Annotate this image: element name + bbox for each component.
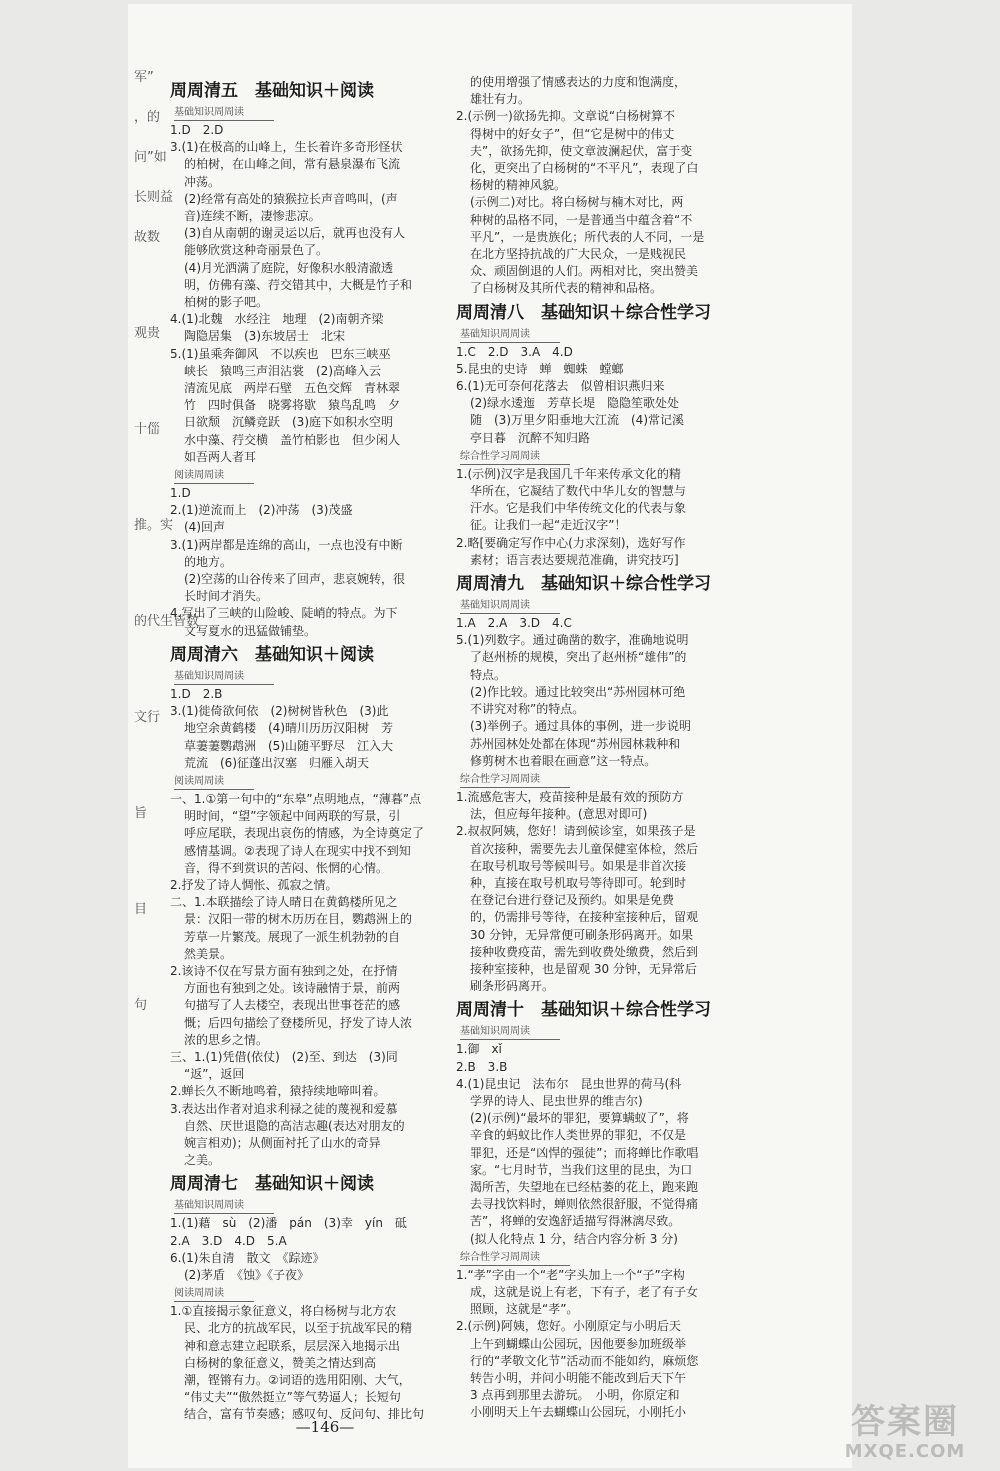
answer-line: 5.(1)列数字。通过确凿的数字，准确地说明: [456, 633, 689, 648]
subsection-label: 综合性学习周周读: [460, 450, 570, 465]
answer-line: 的地方。: [184, 554, 233, 569]
answer-line: (2)绿水逶迤 芳草长堤 隐隐笙歌处处: [470, 396, 679, 411]
answer-line: 华所在，它凝结了数代中华儿女的智慧与: [470, 484, 687, 499]
answer-line: 3.(1)两岸都是连绵的高山，一点也没有中断: [170, 537, 403, 552]
answer-line: 在北方坚持抗战的广大民众，一是贱视民: [470, 247, 687, 262]
answer-line: 3.(1)在极高的山峰上，生长着许多奇形怪状: [170, 140, 403, 155]
answer-line: 然美景。: [184, 946, 233, 961]
answer-line: 慨；后四句描绘了登楼所见，抒发了诗人浓: [184, 1015, 413, 1030]
answer-line: (2)(示例)“最坏的罪犯，要算螨蚁了”，将: [470, 1111, 689, 1126]
subsection-label: 基础知识周周读: [460, 328, 560, 343]
answer-column-left: [170, 76, 452, 1424]
answer-line: 4.写出了三峡的山险峻、陡峭的特点。为下: [170, 606, 398, 621]
answer-line: (2)经常有高处的猿猴拉长声音鸣叫，(声: [184, 191, 398, 206]
subsection-label: 基础知识周周读: [174, 670, 274, 685]
answer-line: 1.“孝”字由一个“老”字头加上一个“子”字构: [456, 1267, 685, 1282]
answer-line: 如吾两人者耳: [184, 449, 257, 464]
edge-fragment: 军”: [134, 70, 154, 85]
edge-fragment: 长则益: [134, 190, 174, 205]
answer-line: 景：汉阳一带的树木历历在目，鹦鹉洲上的: [184, 912, 413, 927]
answer-line: 2.叔叔阿姨，您好！请到候诊室，如果孩子是: [456, 824, 696, 839]
answer-line: 3.表达出作者对追求利禄之徒的蔑视和爱慕: [170, 1101, 398, 1116]
answer-line: 亭日暮 沉醉不知归路: [470, 430, 591, 445]
answer-line: 辛食的蚂蚁比作人类世界的罪犯，不仅是: [470, 1128, 687, 1143]
answer-line: 种，直接在取号机取号等待即可。轮到时: [470, 875, 687, 890]
answer-line: 1.D 2.D: [170, 123, 224, 137]
answer-line: 3.(1)徙倚欲何依 (2)树树皆秋色 (3)此: [170, 704, 389, 719]
answer-line: 明时间，“望”字领起中间两联的写景，引: [184, 809, 401, 824]
answer-line: 明，仿佛有藻、荇交错其中，大概是竹子和: [184, 277, 413, 292]
edge-fragment: ，的: [134, 110, 161, 125]
answer-line: 渴所苦，失望地在已经枯萎的花上，跑来跑: [470, 1179, 699, 1194]
answer-line: (示例二)对比。将白杨树与楠木对比，两: [470, 195, 684, 210]
answer-line: 苏州园林处处都在体现“苏州园林栽种和: [470, 736, 681, 751]
answer-line: 得树中的好女子”，但“它是树中的伟丈: [470, 126, 675, 141]
answer-line: 婉言相劝)；从侧面衬托了山水的奇异: [184, 1135, 381, 1150]
answer-line: 众、顽固倒退的人们。两相对比，突出赞美: [470, 264, 699, 279]
answer-line: (3)举例子。通过具体的事例，进一步说明: [470, 719, 691, 734]
answer-line: 5.(1)虽乘奔御风 不以疾也 巴东三峡巫: [170, 346, 391, 361]
answer-line: 1.A 2.A 3.D 4.C: [456, 616, 572, 631]
answer-line: 结合，富有节奏感；感叹句、反问句、排比句: [184, 1407, 425, 1422]
answer-line: 荒流 (6)征蓬出汉塞 归雁入胡天: [184, 755, 369, 770]
answer-line: (4)月光洒满了庭院，好像积水般清澈透: [184, 260, 393, 275]
answer-line: 自然、厌世退隐的高洁志趣(表达对朋友的: [184, 1118, 405, 1133]
answer-line: 杨树的精神风貌。: [470, 178, 567, 193]
answer-line: 1.御 xǐ: [456, 1042, 502, 1057]
section-title: 周周清七 基础知识＋阅读: [170, 1174, 374, 1195]
answer-line: 1.(1)藉 sù (2)潘 pán (3)幸 yín 砥: [170, 1216, 407, 1231]
answer-line: 夫”，欲扬先抑，使文章波澜起伏，富于变: [470, 143, 693, 158]
answer-line: 征。让我们一起“走近汉字”！: [470, 518, 627, 533]
answer-line: 冲荡。: [184, 174, 221, 189]
edge-fragment: 旨: [134, 806, 148, 821]
answer-line: (2)作比较。通过比较突出“苏州园林可绝: [470, 684, 686, 699]
answer-line: 照顾，这就是“孝”。: [470, 1302, 579, 1317]
answer-line: 素材；语言表达要规范准确，讲究技巧]: [470, 552, 679, 567]
answer-line: 文写夏水的迅猛做铺垫。: [184, 623, 317, 638]
answer-line: 2.(示例)阿姨，您好。小刚原定与小明后天: [456, 1319, 681, 1334]
answer-line: 4.(1)北魏 水经注 地理 (2)南朝齐梁: [170, 312, 384, 327]
answer-line: 1.C 2.D 3.A 4.D: [456, 344, 573, 359]
answer-line: 1.D: [170, 486, 191, 501]
answer-line: “伟丈夫”“傲然挺立”等气势逼人；长短句: [184, 1390, 401, 1405]
answer-line: 2.(示例一)欲扬先抑。文章说“白杨树算不: [456, 109, 676, 124]
answer-line: 2.抒发了诗人惆怅、孤寂之情。: [170, 877, 338, 892]
answer-line: 芳草一片繁茂。展现了一派生机勃勃的自: [184, 929, 401, 944]
answer-column-right: [456, 74, 782, 1422]
answer-line: 6.(1)朱自清 散文 《踪迹》: [170, 1250, 325, 1265]
answer-line: 的使用增强了情感表达的力度和饱满度，: [470, 75, 687, 89]
answer-line: 之美。: [184, 1153, 221, 1168]
answer-line: 柏树的影子吧。: [184, 295, 269, 310]
answer-line: 句描写了人去楼空，表现出世事苍茫的感: [184, 998, 401, 1013]
answer-line: 修剪树木也着眼在画意”这一特点。: [470, 753, 657, 768]
subsection-label: 阅读周周读: [174, 469, 254, 484]
section-title: 周周清五 基础知识＋阅读: [170, 81, 374, 101]
edge-fragment: 十㑎: [134, 422, 161, 437]
watermark-title: 答案圈: [851, 1402, 959, 1442]
subsection-label: 综合性学习周周读: [460, 1251, 570, 1266]
answer-line: 峡长 猿鸣三声泪沾裳 (2)高峰入云: [184, 363, 381, 378]
answer-line: 1.D 2.B: [170, 686, 223, 701]
answer-line: 首次接种，需要先去儿童保健室体检，然后: [470, 841, 699, 856]
section-title: 周周清十 基础知识＋综合性学习: [456, 1000, 711, 1021]
answer-line: 5.昆虫的史诗 蝉 蜘蛛 螳螂: [456, 361, 624, 376]
answer-line: 小刚明天上午去蝴蝶山公园玩，小刚托小: [470, 1405, 687, 1420]
answer-line: 浓的思乡之情。: [184, 1032, 269, 1047]
answer-line: 转告小明，并问小明能不能改到后天下午: [470, 1371, 687, 1385]
answer-line: (4)回声: [184, 520, 225, 535]
answer-line: 方面也有独到之处。该诗融情于景，前两: [184, 981, 401, 996]
answer-line: 种树的品格不同，一是普通当中蕴含着“不: [470, 212, 693, 227]
answer-line: 感情基调。②表现了诗人在现实中找不到知: [184, 843, 411, 858]
answer-line: 2.A 3.D 4.D 5.A: [170, 1233, 287, 1248]
subsection-label: 阅读周周读: [174, 1287, 254, 1302]
answer-line: 在登记台进行登记及预约。如果是免费: [470, 893, 675, 908]
answer-line: 竹 四时俱备 晓雾将歇 猿鸟乱鸣 夕: [184, 398, 401, 413]
section-title: 周周清九 基础知识＋综合性学习: [456, 574, 711, 595]
answer-line: 日欲颓 沉鳞竞跃 (3)庭下如积水空明: [184, 415, 393, 430]
answer-line: 三、1.(1)凭借(依仗) (2)至、到达 (3)同: [170, 1049, 398, 1064]
answer-line: 能够欣赏这种奇丽景色了。: [184, 243, 329, 258]
edge-fragment: 句: [134, 998, 148, 1013]
answer-line: 清流见底 两岸石壁 五色交辉 青林翠: [184, 381, 401, 396]
answer-line: 接种收费疫苗，需先到收费处缴费，然后到: [470, 944, 699, 959]
answer-line: 的柏树，在山峰之间，常有悬泉瀑布飞流: [184, 157, 401, 172]
subsection-label: 阅读周周读: [174, 775, 254, 790]
answer-line: 30 分钟，无异常便可刷条形码离开。如果: [470, 927, 694, 942]
answer-line: 去寻找饮料时，蝉则依然很舒服，不觉得痛: [470, 1197, 699, 1212]
answer-line: 随 (3)万里夕阳垂地大江流 (4)常记溪: [470, 413, 684, 428]
section-title: 周周清六 基础知识＋阅读: [170, 644, 374, 665]
answer-line: 音，得不到赏识的苦闷、怅惘的心情。: [184, 860, 389, 875]
answer-line: 接种室接种，也是留观 30 分钟，无异常后: [470, 961, 697, 976]
answer-line: 6.(1)无可奈何花落去 似曾相识燕归来: [456, 379, 665, 394]
edge-fragment: 问”如: [134, 150, 167, 165]
answer-line: 2.略[要确定写作中心(力求深刻)，选好写作: [456, 535, 686, 550]
edge-fragment: 推。实: [134, 518, 174, 533]
answer-line: 呼应尾联，表现出哀伤的情感，为全诗奠定了: [184, 826, 425, 841]
answer-line: 雄壮有力。: [470, 92, 531, 107]
answer-line: (2)茅盾 《蚀》《子夜》: [184, 1267, 309, 1282]
watermark-url: MXQE.COM: [844, 1441, 966, 1462]
answer-line: 音)连续不断，凄惨悲凉。: [184, 209, 321, 224]
answer-line: 1.①直接揭示象征意义，将白杨树与北方农: [170, 1304, 397, 1319]
answer-line: 白杨树的象征意义，赞美之情达到高: [184, 1355, 377, 1370]
answer-line: 草萋萋鹦鹉洲 (5)山随平野尽 江入大: [184, 738, 393, 753]
answer-line: (3)自从南朝的谢灵运以后，就再也没有人: [184, 226, 405, 241]
answer-line: 2.该诗不仅在写景方面有独到之处，在抒情: [170, 963, 398, 978]
subsection-label: 基础知识周周读: [460, 599, 560, 614]
subsection-label: 基础知识周周读: [174, 1199, 274, 1214]
answer-line: 地空余黄鹤楼 (4)晴川历历汉阳树 芳: [184, 721, 393, 736]
answer-line: 化，更突出了白杨树的“不平凡”，表现了白: [470, 161, 699, 176]
answer-line: 法，但应每年接种。(意思对即可): [470, 807, 648, 822]
edge-fragment: 故数: [134, 230, 161, 245]
answer-line: 的，仍需排号等待，在接种室接种后，留观: [470, 910, 699, 925]
page-number: —146—: [295, 1418, 355, 1436]
answer-line: 罪犯，还是“凶悍的强徒”；而将蝉比作歌唱: [470, 1145, 699, 1160]
edge-fragment: 观贵: [134, 326, 161, 341]
answer-line: 1.流感危害大，疫苗接种是最有效的预防方: [456, 789, 684, 804]
answer-line: 水中藻、荇交横 盖竹柏影也 但少闲人: [184, 432, 401, 447]
edge-fragment: 目: [134, 902, 148, 917]
answer-line: 了赵州桥的规模，突出了赵州桥“雄伟”的: [470, 650, 687, 665]
answer-line: 神和意志建立起联系，层层深入地揭示出: [184, 1338, 401, 1353]
answer-line: 1.(示例)汉字是我国几千年来传承文化的精: [456, 466, 681, 481]
answer-line: 长时间才消失。: [184, 589, 269, 604]
answer-line: (拟人化特点 1 分，结合内容分析 3 分): [470, 1231, 678, 1246]
answer-line: 平凡”，一是贵族化；所代表的人不同，一是: [470, 229, 705, 244]
answer-line: 汗水。它是我们中华传统文化的代表与象: [470, 501, 687, 516]
answer-line: 了白杨树及其所代表的精神和品格。: [470, 281, 663, 296]
answer-line: 一、1.①第一句中的“东皋”点明地点，“薄暮”点: [170, 791, 422, 806]
answer-line: 不讲究对称”的特点。: [470, 702, 585, 717]
answer-line: 在取号机取号等候叫号。如果是非首次接: [470, 858, 687, 873]
edge-fragment: 的代生皆数: [134, 614, 200, 629]
answer-line: 家。“七月时节，当我们这里的昆虫，为口: [470, 1162, 693, 1177]
subsection-label: 综合性学习周周读: [460, 773, 570, 788]
answer-line: 4.(1)昆虫记 法布尔 昆虫世界的荷马(科: [456, 1076, 682, 1091]
answer-line: 民、北方的抗战军民，以至于抗战军民的精: [184, 1321, 413, 1336]
answer-line: 3 点再到那里去游玩。 小明，你原定和: [470, 1388, 680, 1403]
answer-line: 刷条形码离开。: [470, 979, 555, 994]
subsection-label: 基础知识周周读: [174, 106, 274, 121]
answer-line: 学界的诗人、昆虫世界的维吉尔): [470, 1093, 643, 1108]
edge-fragment: 文行: [134, 710, 161, 725]
answer-line: 成，这就是说上有老，下有子，老了有子女: [470, 1284, 699, 1299]
answer-line: 潮，铿锵有力。②词语的选用阳刚、大气，: [184, 1373, 411, 1387]
section-title: 周周清八 基础知识＋综合性学习: [456, 302, 711, 323]
answer-line: 2.(1)逆流而上 (2)冲荡 (3)茂盛: [170, 503, 353, 518]
subsection-label: 基础知识周周读: [460, 1025, 560, 1040]
watermark-logo: [820, 1402, 990, 1462]
answer-line: (2)空荡的山谷传来了回声，悲哀婉转，很: [184, 572, 405, 587]
answer-line: 陶隐居集 (3)东坡居士 北宋: [184, 329, 345, 344]
answer-line: 二、1.本联描绘了诗人晴日在黄鹤楼所见之: [170, 895, 398, 910]
answer-line: “返”，返回: [184, 1067, 245, 1082]
answer-line: 特点。: [470, 667, 507, 682]
answer-line: 2.蝉长久不断地鸣着，猿持续地啼叫着。: [170, 1084, 386, 1099]
answer-line: 苦”，将蝉的安逸舒适描写得淋漓尽致。: [470, 1214, 681, 1229]
answer-line: 2.B 3.B: [456, 1059, 508, 1074]
answer-line: 行的“孝敬文化节”活动而不能如约，麻烦您: [470, 1353, 699, 1368]
answer-line: 上午到蝴蝶山公园玩，因他要参加班级举: [470, 1336, 687, 1351]
